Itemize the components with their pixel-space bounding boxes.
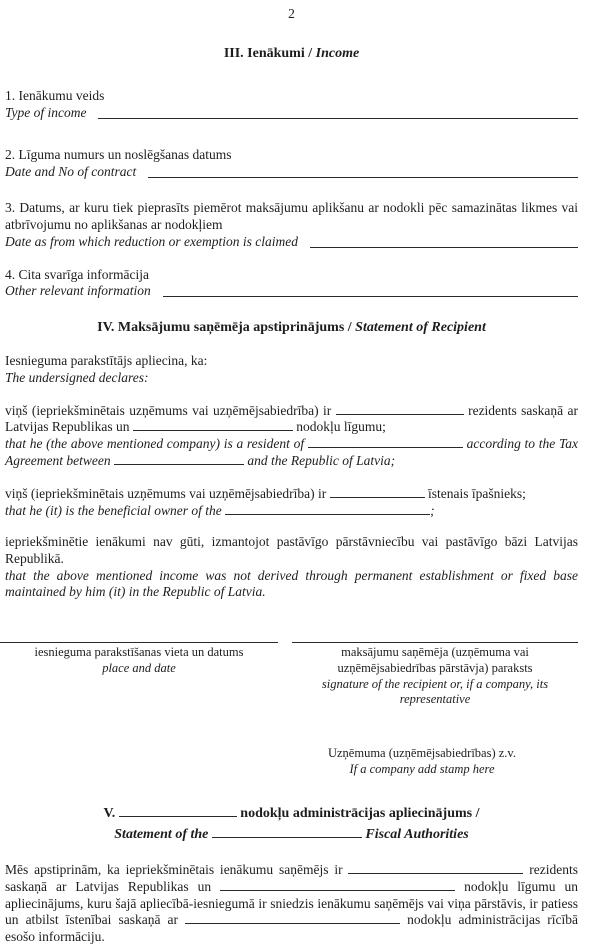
clause-owner-lv-text-1: viņš (iepriekšminētais uzņēmums vai uzņēmējsabiedrība) ir xyxy=(5,486,327,501)
company-stamp-note-en: If a company add stamp here xyxy=(349,762,495,776)
field-other-info-blank-line xyxy=(163,296,578,297)
clause-owner-en xyxy=(5,503,578,520)
company-stamp-note xyxy=(272,745,572,778)
section-v-heading xyxy=(5,804,578,845)
fiscal-blank-3 xyxy=(185,913,400,924)
field-reduction-date-blank-line xyxy=(310,247,578,248)
fiscal-statement-paragraph xyxy=(5,862,578,946)
field-reduction-date-label-en: Date as from which reduction or exemption is claimed xyxy=(5,233,298,249)
recipient-intro-lv: Iesnieguma parakstītājs apliecina, ka: xyxy=(5,352,208,368)
signature-recipient-label-lv: maksājumu saņēmēja (uzņēmuma vai uzņēmējsabiedrības pārstāvja) paraksts xyxy=(337,645,533,675)
fiscal-text-1: Mēs apstiprinām, ka iepriekšminētais ienākumu saņēmējs ir xyxy=(5,861,343,877)
signature-place-date xyxy=(0,642,278,708)
clause-residency-lv xyxy=(5,403,578,437)
recipient-intro xyxy=(5,353,578,387)
clause-residency-en xyxy=(5,436,578,470)
company-stamp-note-lv: Uzņēmuma (uzņēmējsabiedrības) z.v. xyxy=(327,745,516,760)
recipient-intro-en: The undersigned declares: xyxy=(5,369,149,385)
field-type-of-income-label-lv: 1. Ienākumu veids xyxy=(5,88,105,104)
section-v-heading-blank-lv xyxy=(119,806,237,817)
clause-owner-en-blank xyxy=(225,504,430,515)
section-iv-heading-en: Statement of Recipient xyxy=(355,320,486,336)
field-contract-label-en: Date and No of contract xyxy=(5,164,137,179)
field-type-of-income-blank-line xyxy=(98,118,578,119)
section-iii-heading-lv: III. Ienākumi / xyxy=(223,45,313,61)
fiscal-text-3: nodokļu līgumu un apliecinājums, kuru šajā apliecībā-iesniegumā ir sniedzis ienākumu saņēmējs vai viņa pārstāvis, ir patiess un atbilst īstenībai saskaņā ar xyxy=(5,878,579,928)
field-type-of-income-label-en: Type of income xyxy=(5,105,87,121)
clause-residency-lv-text-1: viņš (iepriekšminētais uzņēmums vai uzņēmējsabiedrība) ir xyxy=(5,402,332,418)
section-v-heading-line-lv xyxy=(5,804,578,824)
section-iii-heading-en: Income xyxy=(315,45,360,61)
recipient-clause-beneficial-owner xyxy=(5,486,578,520)
signature-place-date-label-lv: iesnieguma parakstīšanas vieta un datums xyxy=(34,645,244,660)
field-contract-label-lv: 2. Līguma numurs un noslēgšanas datums xyxy=(5,147,232,163)
field-reduction-date-label-lv: 3. Datums, ar kuru tiek pieprasīts piemērot maksājumu aplikšanu ar nodokli pēc samazinātas likmes vai atbrīvojumu no aplikšanas ar nodokļiem xyxy=(5,199,578,232)
clause-residency-lv-blank-2 xyxy=(133,420,293,431)
field-type-of-income xyxy=(5,88,578,122)
field-other-info-label-lv: 4. Cita svarīga informācija xyxy=(5,266,149,282)
clause-residency-en-blank-1 xyxy=(308,437,463,448)
signature-place-date-label-en: place and date xyxy=(102,660,176,675)
page-number: 2 xyxy=(288,6,295,21)
clause-residency-en-text-2: according to the Tax Agreement between xyxy=(5,436,578,469)
clause-owner-en-text-2: ; xyxy=(430,502,435,518)
field-contract-blank-line xyxy=(148,177,578,178)
section-v-numeral: V. xyxy=(103,806,116,822)
field-contract xyxy=(5,147,578,181)
clause-residency-en-text-3: and the Republic of Latvia; xyxy=(247,453,396,469)
fiscal-text-4: nodokļu administrācijas rīcībā esošo informāciju. xyxy=(5,912,579,945)
signature-recipient xyxy=(292,642,578,708)
clause-residency-en-text-1: that he (the above mentioned company) is a resident of xyxy=(5,436,305,452)
clause-residency-lv-blank-1 xyxy=(336,404,464,415)
recipient-clause-permanent-establishment xyxy=(5,534,578,602)
fiscal-blank-2 xyxy=(220,880,455,891)
clause-owner-lv xyxy=(5,486,578,503)
section-v-heading-line-en xyxy=(5,825,578,845)
section-iii-heading xyxy=(5,45,578,63)
clause-owner-lv-text-2: īstenais īpašnieks; xyxy=(428,486,526,501)
clause-residency-en-blank-2 xyxy=(114,454,244,465)
clause-residency-lv-text-3: nodokļu līgumu; xyxy=(296,419,386,435)
section-v-heading-blank-en xyxy=(212,827,362,838)
section-v-heading-en-text-2: Fiscal Authorities xyxy=(365,826,469,842)
clause-residency-lv-text-2: rezidents saskaņā ar Latvijas Republikas un xyxy=(5,402,579,435)
field-other-info-label-en: Other relevant information xyxy=(5,283,151,299)
signature-recipient-label-en: signature of the recipient or, if a company, its representative xyxy=(321,676,549,707)
section-v-heading-lv-text: nodokļu administrācijas apliecinājums / xyxy=(240,806,480,822)
clause-owner-lv-blank xyxy=(330,487,425,498)
section-v-heading-en-text-1: Statement of the xyxy=(114,826,209,842)
recipient-clause-residency xyxy=(5,403,578,471)
clause-owner-en-text-1: that he (it) is the beneficial owner of the xyxy=(5,502,222,518)
section-iv-heading xyxy=(5,319,578,337)
signature-block xyxy=(0,642,578,708)
section-iv-heading-lv: IV. Maksājumu saņēmēja apstiprinājums / xyxy=(97,320,352,336)
clause-pe-lv: iepriekšminētie ienākumi nav gūti, izmantojot pastāvīgo pārstāvniecību vai pastāvīgo bāzi Latvijas Republikā. xyxy=(5,533,578,566)
field-reduction-date xyxy=(5,200,578,251)
fiscal-text-2: rezidents saskaņā ar Latvijas Republikas un xyxy=(5,861,579,894)
field-other-info xyxy=(5,267,578,301)
clause-pe-en: that the above mentioned income was not derived through permanent establishment or fixed base maintained by him (it) in the Republic of Latvia. xyxy=(5,567,578,600)
fiscal-blank-1 xyxy=(348,863,523,874)
